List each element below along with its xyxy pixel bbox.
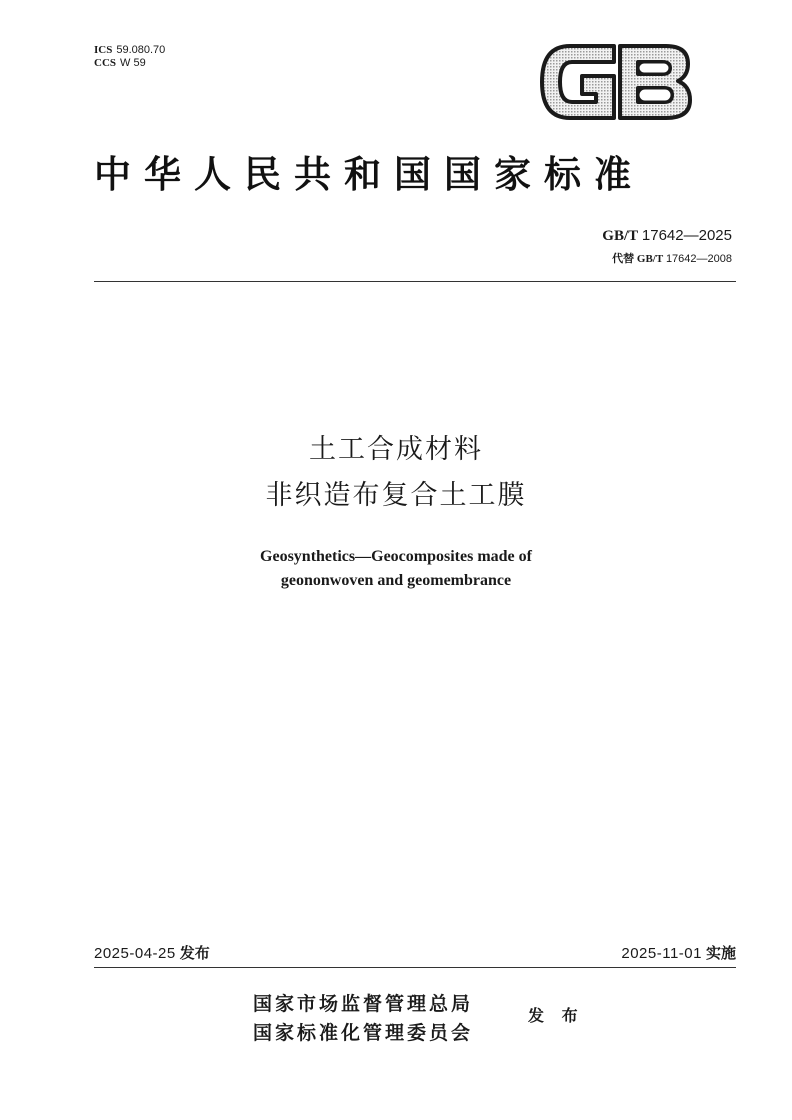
standard-number	[602, 227, 732, 245]
issue-date-value: 2025-04-25	[94, 945, 176, 962]
national-standard-title: 中华人民共和国国家标准	[94, 152, 644, 196]
cn-title-line2: 非织造布复合土工膜	[265, 480, 527, 511]
en-title-line1: Geosynthetics—Geocomposites made of	[260, 548, 532, 565]
implementation-date	[621, 943, 736, 964]
replaces-standard	[612, 252, 732, 266]
implementation-date-value: 2025-11-01	[621, 945, 702, 962]
standard-prefix: GB/T	[602, 228, 639, 244]
implementation-date-word: 实施	[705, 944, 736, 962]
ccs-code	[94, 57, 146, 70]
header-divider	[94, 281, 736, 282]
ccs-label: CCS	[94, 57, 117, 69]
replaces-number: 17642—2008	[665, 253, 732, 265]
issuer-line2: 国家标准化管理委员会	[253, 1022, 474, 1044]
ics-value: 59.080.70	[116, 44, 166, 56]
ccs-value: W 59	[120, 57, 146, 69]
gb-emblem-icon	[538, 42, 694, 122]
issuer-line1: 国家市场监督管理总局	[253, 993, 474, 1015]
issue-date	[94, 943, 210, 964]
issue-date-word: 发布	[179, 944, 210, 962]
replaces-word: 代替	[612, 252, 635, 265]
ics-code	[94, 44, 165, 57]
standard-number-value: 17642—2025	[641, 227, 732, 244]
ics-label: ICS	[94, 44, 113, 56]
en-title-line2: geononwoven and geomembrance	[280, 572, 512, 589]
replaces-prefix: GB/T	[636, 253, 664, 265]
publish-word: 发 布	[528, 1006, 584, 1025]
cn-title-line1: 土工合成材料	[309, 434, 483, 465]
footer-divider	[94, 967, 736, 968]
